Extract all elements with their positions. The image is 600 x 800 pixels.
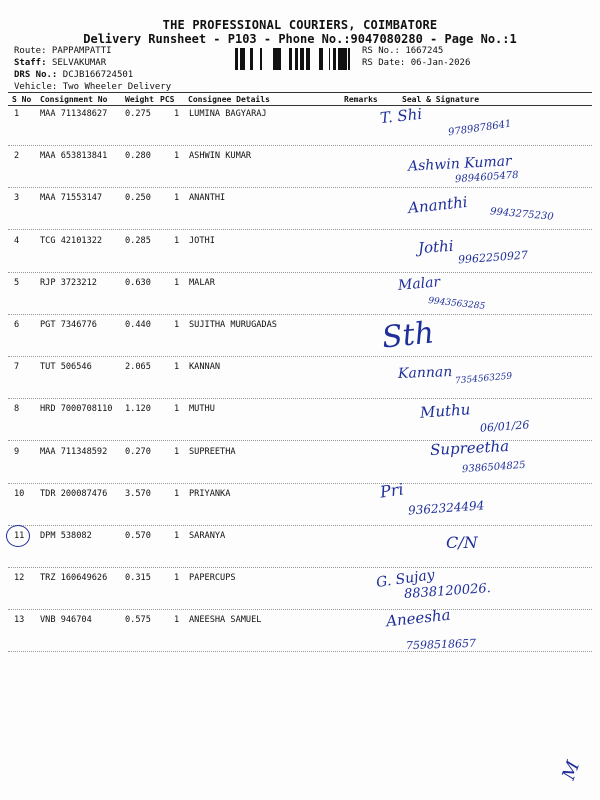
- barcode: [233, 48, 355, 70]
- col-consignee: Consignee Details: [188, 95, 270, 104]
- row-signature: G. Sujay: [375, 567, 436, 592]
- row-sno: 9: [14, 446, 20, 457]
- row-divider: [8, 229, 592, 230]
- runsheet-title: Delivery Runsheet - P103 - Phone No.:9047080280 - Page No.:1: [83, 32, 517, 46]
- row-divider: [8, 356, 592, 357]
- row-divider: [8, 187, 592, 188]
- drs-label: DRS No.:: [14, 70, 58, 80]
- barcode-bar: [338, 48, 341, 70]
- row-consignment-no: MAA 711348627: [40, 109, 108, 119]
- row-divider: [8, 314, 592, 315]
- barcode-bar: [333, 48, 335, 70]
- row-divider: [8, 398, 592, 399]
- row-consignment-no: VNB 946704: [40, 615, 92, 626]
- row-signature: Malar: [397, 273, 441, 294]
- barcode-bar: [235, 48, 238, 70]
- row-divider: [8, 567, 592, 568]
- row-sno: 5: [14, 277, 20, 288]
- row-pcs: 1: [174, 531, 180, 541]
- barcode-bar: [343, 48, 344, 70]
- row-signature-note: 7598518657: [405, 637, 477, 653]
- row-pcs: 1: [174, 151, 180, 162]
- route-label: Route: PAPPAMPATTI: [14, 46, 112, 56]
- row-divider: [8, 651, 592, 652]
- row-divider: [8, 609, 592, 610]
- row-signature-note: 8838120026.: [403, 581, 492, 603]
- row-pcs: 1: [174, 277, 180, 288]
- row-sno: 8: [14, 404, 20, 415]
- row-consignment-no: MAA 711348592: [40, 446, 108, 457]
- col-consignment: Consignment No: [40, 95, 108, 104]
- row-pcs: 1: [174, 109, 180, 119]
- row-weight: 2.065: [125, 362, 151, 373]
- row-consignee: JOTHI: [189, 235, 215, 246]
- drs-number: DCJB166724501: [62, 70, 134, 80]
- col-pcs: PCS: [160, 95, 175, 104]
- column-rule: [8, 105, 592, 106]
- barcode-bar: [342, 48, 343, 70]
- barcode-bar: [260, 48, 262, 70]
- barcode-bar: [341, 48, 342, 70]
- drs-line: [14, 69, 133, 81]
- row-signature-note: 9894605478: [454, 169, 519, 186]
- barcode-bar: [276, 48, 279, 70]
- row-consignee: ASHWIN KUMAR: [189, 151, 252, 162]
- barcode-bar: [335, 48, 336, 70]
- row-weight: 0.285: [125, 235, 151, 246]
- row-consignment-no: TDR 200087476: [40, 488, 108, 499]
- row-signature: Ashwin Kumar: [407, 153, 513, 175]
- barcode-bar: [344, 48, 345, 70]
- row-consignee: PAPERCUPS: [189, 573, 236, 584]
- row-pcs: 1: [174, 615, 180, 626]
- row-consignment-no: DPM 538082: [40, 531, 92, 541]
- row-divider: [8, 483, 592, 484]
- row-signature-note: 9962250927: [457, 248, 529, 267]
- row-pcs: 1: [174, 362, 180, 373]
- row-weight: 0.250: [125, 193, 151, 204]
- staff-name: SELVAKUMAR: [51, 58, 107, 68]
- barcode-bar: [306, 48, 309, 70]
- barcode-bar: [250, 48, 253, 70]
- row-weight: 0.280: [125, 151, 151, 162]
- row-consignment-no: HRD 7000708110: [40, 404, 113, 415]
- company-title: THE PROFESSIONAL COURIERS, COIMBATORE: [162, 18, 438, 32]
- row-signature: C/N: [446, 533, 478, 552]
- row-pcs: 1: [174, 404, 180, 415]
- barcode-bar: [329, 48, 330, 70]
- row-signature: Jothi: [417, 236, 455, 257]
- row-signature-note: 9943563285: [427, 295, 486, 312]
- row-sno: 3: [14, 193, 20, 204]
- row-sno: 12: [14, 573, 25, 584]
- row-consignment-no: TRZ 160649626: [40, 573, 108, 584]
- row-weight: 0.270: [125, 446, 151, 457]
- row-pcs: 1: [174, 193, 180, 204]
- row-consignee: SUJITHA MURUGADAS: [189, 320, 277, 330]
- row-consignment-no: MAA 653813841: [40, 151, 108, 162]
- rs-date: RS Date: 06-Jan-2026: [362, 58, 471, 68]
- barcode-bar: [309, 48, 310, 70]
- row-signature-note: 7354563259: [454, 371, 513, 387]
- row-consignment-no: MAA 71553147: [40, 193, 103, 204]
- row-pcs: 1: [174, 320, 180, 330]
- barcode-bar: [301, 48, 304, 70]
- row-divider: [8, 272, 592, 273]
- row-signature: Supreetha: [429, 436, 510, 459]
- barcode-bar: [300, 48, 301, 70]
- row-signature-note: 9943275230: [489, 206, 554, 224]
- row-signature: Aneesha: [385, 606, 452, 631]
- row-sno: 13: [14, 615, 25, 626]
- col-seal: Seal & Signature: [402, 95, 480, 104]
- barcode-bar: [319, 48, 320, 70]
- col-weight: Weight: [125, 95, 154, 104]
- row-signature: Kannan: [397, 364, 453, 383]
- row-pcs: 1: [174, 235, 180, 246]
- row-signature: Ananthi: [407, 193, 469, 218]
- staff-label: Staff:: [14, 58, 47, 68]
- footer-mark: M: [558, 758, 585, 783]
- col-sno: S No: [12, 95, 32, 104]
- row-signature-note: 06/01/26: [479, 418, 530, 436]
- row-weight: 3.570: [125, 488, 151, 499]
- row-signature: Pri: [378, 479, 405, 502]
- row-sno: 1: [14, 109, 20, 119]
- rs-number: RS No.: 1667245: [362, 46, 444, 56]
- row-sno: 10: [14, 488, 25, 499]
- row-weight: 0.570: [125, 531, 151, 541]
- row-pcs: 1: [174, 573, 180, 584]
- row-consignee: LUMINA BAGYARAJ: [189, 109, 267, 119]
- row-weight: 0.315: [125, 573, 151, 584]
- row-consignment-no: PGT 7346776: [40, 320, 97, 330]
- row-weight: 1.120: [125, 404, 151, 415]
- row-signature: Muthu: [419, 400, 471, 423]
- barcode-bar: [345, 48, 347, 70]
- row-consignment-no: TCG 42101322: [40, 235, 103, 246]
- row-11-circle-mark: [6, 525, 30, 547]
- row-weight: 0.630: [125, 277, 151, 288]
- vehicle-type: Vehicle: Two Wheeler Delivery: [14, 82, 172, 92]
- row-signature-note: 9789878641: [447, 118, 513, 139]
- row-weight: 0.575: [125, 615, 151, 626]
- header-rule: [8, 92, 592, 93]
- row-consignee: PRIYANKA: [189, 488, 231, 499]
- barcode-bar: [320, 48, 323, 70]
- col-remarks: Remarks: [344, 95, 378, 104]
- row-divider: [8, 145, 592, 146]
- barcode-bar: [244, 48, 245, 70]
- row-signature: T. Shi: [379, 104, 423, 128]
- row-sno: 6: [14, 320, 20, 330]
- row-signature: Sth: [380, 315, 436, 356]
- row-consignee: MUTHU: [189, 404, 215, 415]
- row-sno: 2: [14, 151, 20, 162]
- barcode-bar: [295, 48, 298, 70]
- staff-line: [14, 57, 106, 69]
- row-sno: 4: [14, 235, 20, 246]
- barcode-bar: [348, 48, 350, 70]
- barcode-bar: [240, 48, 242, 70]
- row-consignment-no: RJP 3723212: [40, 277, 97, 288]
- barcode-bar: [279, 48, 281, 70]
- barcode-bar: [242, 48, 244, 70]
- barcode-bar: [273, 48, 276, 70]
- row-sno: 11: [14, 531, 25, 541]
- row-weight: 0.275: [125, 109, 151, 119]
- row-consignee: ANANTHI: [189, 193, 226, 204]
- row-divider: [8, 525, 592, 526]
- row-consignee: ANEESHA SAMUEL: [189, 615, 262, 626]
- row-pcs: 1: [174, 488, 180, 499]
- row-consignee: SARANYA: [189, 531, 226, 541]
- barcode-bar: [289, 48, 290, 70]
- row-consignee: SUPREETHA: [189, 446, 236, 457]
- row-weight: 0.440: [125, 320, 151, 330]
- row-signature-note: 9362324494: [407, 498, 485, 518]
- row-consignee: KANNAN: [189, 362, 221, 373]
- barcode-bar: [290, 48, 292, 70]
- row-signature-note: 9386504825: [461, 459, 526, 475]
- row-sno: 7: [14, 362, 20, 373]
- row-consignment-no: TUT 506546: [40, 362, 92, 373]
- row-consignee: MALAR: [189, 277, 215, 288]
- row-pcs: 1: [174, 446, 180, 457]
